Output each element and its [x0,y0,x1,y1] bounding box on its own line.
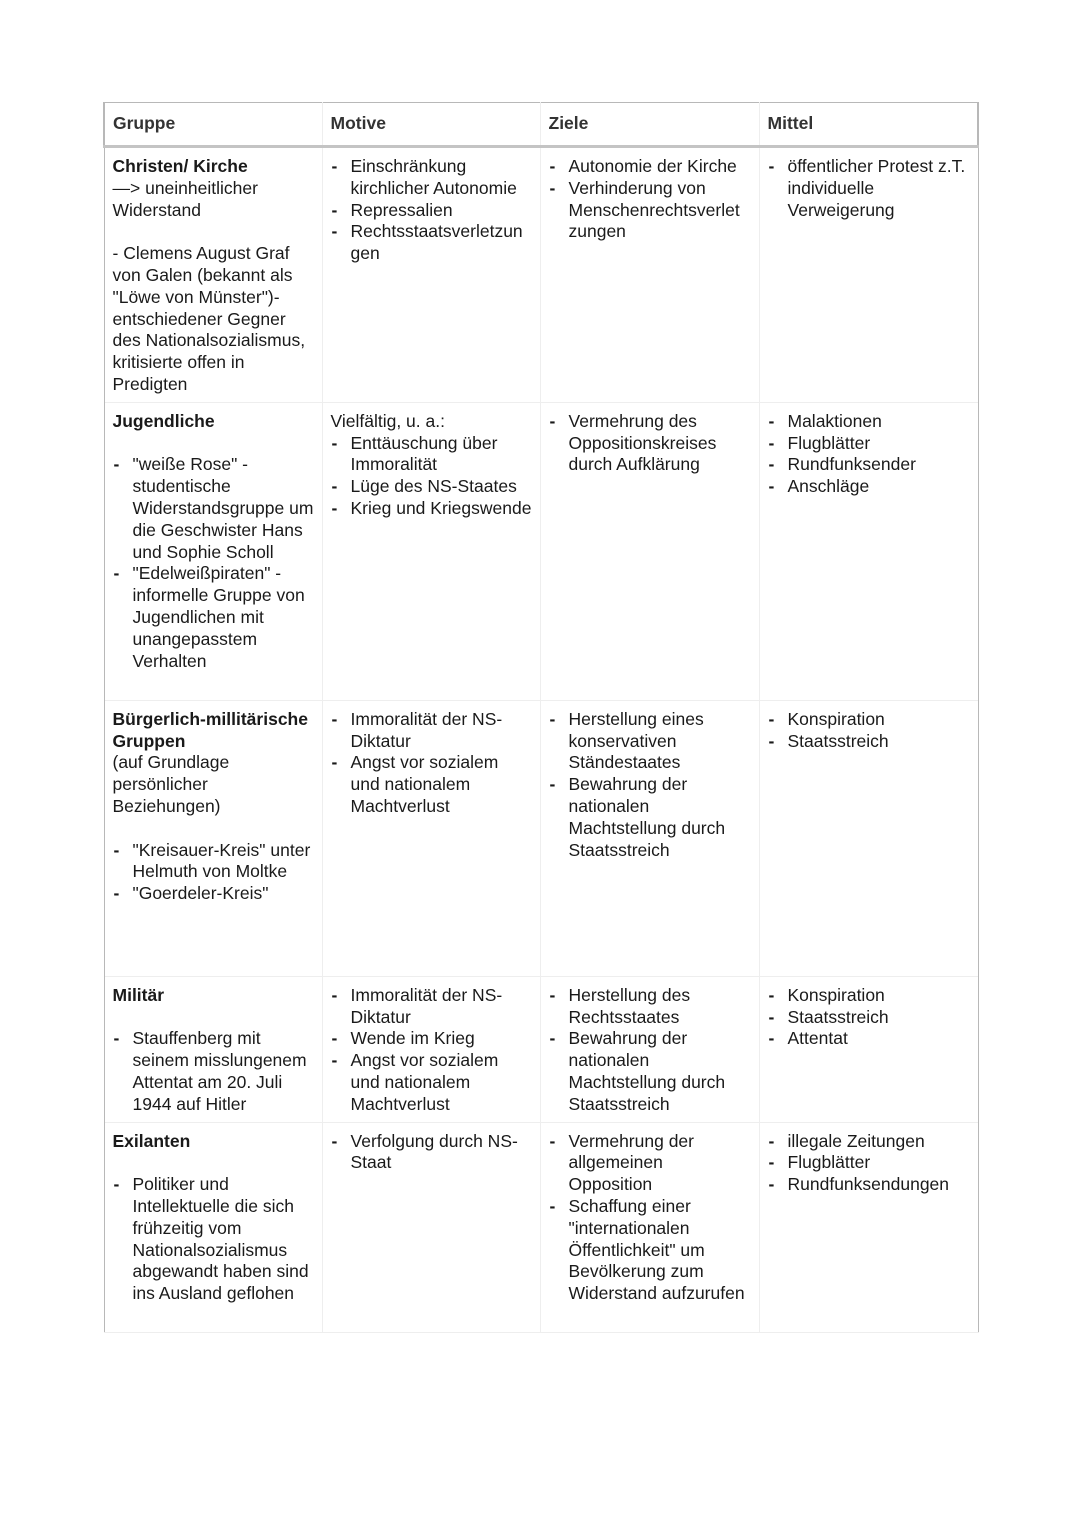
motive-list [331,709,532,818]
cell-mittel [759,976,978,1122]
group-title: Jugendliche [112,410,215,431]
group-list [113,454,314,672]
cell-motive [322,147,540,403]
list-item: - Bewahrung der nationalen Machtstellung durch Staatsstreich [549,774,751,861]
list-item: - Malaktionen [768,411,970,433]
table-row [104,976,978,1122]
list-item: - Vermehrung der allgemeinen Opposition [549,1131,751,1196]
list-item: - Anschläge [768,476,970,498]
list-item: - Schaffung einer "internationalen Öffentlichkeit" um Bevölkerung zum Widerstand aufzurufen [549,1196,751,1305]
cell-mittel [759,700,978,976]
group-list [113,840,314,905]
resistance-table [103,102,979,1333]
group-title: Christen/ Kirche [112,156,248,176]
group-list [113,1174,314,1305]
list-item: - Krieg und Kriegswende [331,498,532,520]
list-item: - Autonomie der Kirche [549,156,751,178]
list-item: - Bewahrung der nationalen Machtstellung durch Staatsstreich [549,1028,751,1115]
spacer [113,1007,314,1029]
motive-list [331,985,532,1116]
cell-motive [322,700,540,976]
list-item: - Lüge des NS-Staates [331,476,532,498]
header-gruppe: Gruppe [104,103,322,147]
group-title: Exilanten [112,1130,191,1151]
cell-gruppe [104,1122,322,1332]
list-item: - Staatsstreich [768,1007,970,1029]
group-text: —> uneinheitlicher Widerstand [112,177,258,220]
list-item: - Konspiration [768,985,970,1007]
list-item: - öffentlicher Protest z.T. individuelle Verweigerung [768,156,970,221]
list-item: - Wende im Krieg [331,1028,532,1050]
list-item: - Politiker und Intellektuelle die sich frühzeitig vom Nationalsozialismus abgewandt haben sind ins Ausland geflohen [113,1174,314,1305]
cell-gruppe [104,147,322,403]
cell-ziele [540,147,759,403]
list-item: - Rundfunksender [768,454,970,476]
list-item: - Vermehrung des Oppositionskreises durch Aufklärung [549,411,751,476]
table-header-row [104,103,978,147]
motive-list [331,156,532,265]
spacer [113,433,314,455]
cell-motive [322,402,540,700]
motive-intro: Vielfältig, u. a.: [330,410,445,431]
list-item: - "Kreisauer-Kreis" unter Helmuth von Moltke [113,840,314,884]
table-body [104,147,978,1333]
list-item: - Herstellung des Rechtsstaates [549,985,751,1029]
list-item: - Stauffenberg mit seinem misslungenem Attentat am 20. Juli 1944 auf Hitler [113,1028,314,1115]
list-item: - Verhinderung von Menschenrechtsverlet zungen [549,178,751,243]
spacer [113,221,314,243]
table-row [104,700,978,976]
cell-ziele [540,1122,759,1332]
list-item: - Immoralität der NS-Diktatur [331,985,532,1029]
list-item: - Herstellung eines konservativen Ständestaates [549,709,751,774]
cell-ziele [540,976,759,1122]
list-item: - Repressalien [331,200,532,222]
group-text: (auf Grundlage persönlicher Beziehungen) [112,752,230,816]
motive-list [331,433,532,520]
list-item: - Rundfunksendungen [768,1174,970,1196]
list-item: - illegale Zeitungen [768,1131,970,1153]
group-list [113,1028,314,1115]
spacer [113,1152,314,1174]
list-item: - Einschränkung kirchlicher Autonomie [331,156,532,200]
cell-mittel [759,147,978,403]
list-item: - "weiße Rose" - studentische Widerstandsgruppe um die Geschwister Hans und Sophie Scholl [113,454,314,563]
cell-mittel [759,1122,978,1332]
list-item: - Flugblätter [768,433,970,455]
list-item: - Angst vor sozialem und nationalem Machtverlust [331,752,532,817]
cell-gruppe [104,402,322,700]
header-ziele: Ziele [540,103,759,147]
group-text: - Clemens August Graf von Galen (bekannt als "Löwe von Münster")- entschiedener Gegner des Nationalsozialismus, kritisierte offen in Predigten [112,243,306,394]
ziele-list [549,985,751,1116]
group-title: Militär [112,984,165,1005]
mittel-list [768,1131,970,1196]
cell-ziele [540,700,759,976]
list-item: - Immoralität der NS-Diktatur [331,709,532,753]
table-row [104,1122,978,1332]
list-item: - Angst vor sozialem und nationalem Machtverlust [331,1050,532,1115]
cell-motive [322,976,540,1122]
ziele-list [549,411,751,476]
list-item: - Rechtsstaatsverletzun gen [331,221,532,265]
mittel-list [768,156,970,221]
list-item: - "Edelweißpiraten" - informelle Gruppe von Jugendlichen mit unangepasstem Verhalten [113,563,314,672]
header-motive: Motive [322,103,540,147]
ziele-list [549,709,751,862]
cell-mittel [759,402,978,700]
ziele-list [549,156,751,243]
group-title: Bürgerlich-millitärische Gruppen [112,708,308,751]
mittel-list [768,985,970,1050]
motive-list [331,1131,532,1175]
list-item: - "Goerdeler-Kreis" [113,883,314,905]
spacer [113,818,314,840]
list-item: - Attentat [768,1028,970,1050]
list-item: - Flugblätter [768,1152,970,1174]
cell-ziele [540,402,759,700]
mittel-list [768,411,970,498]
cell-motive [322,1122,540,1332]
cell-gruppe [104,976,322,1122]
mittel-list [768,709,970,753]
list-item: - Verfolgung durch NS-Staat [331,1131,532,1175]
header-mittel: Mittel [759,103,978,147]
list-item: - Enttäuschung über Immoralität [331,433,532,477]
table-row [104,402,978,700]
cell-gruppe [104,700,322,976]
ziele-list [549,1131,751,1305]
list-item: - Staatsstreich [768,731,970,753]
list-item: - Konspiration [768,709,970,731]
table-row [104,147,978,403]
